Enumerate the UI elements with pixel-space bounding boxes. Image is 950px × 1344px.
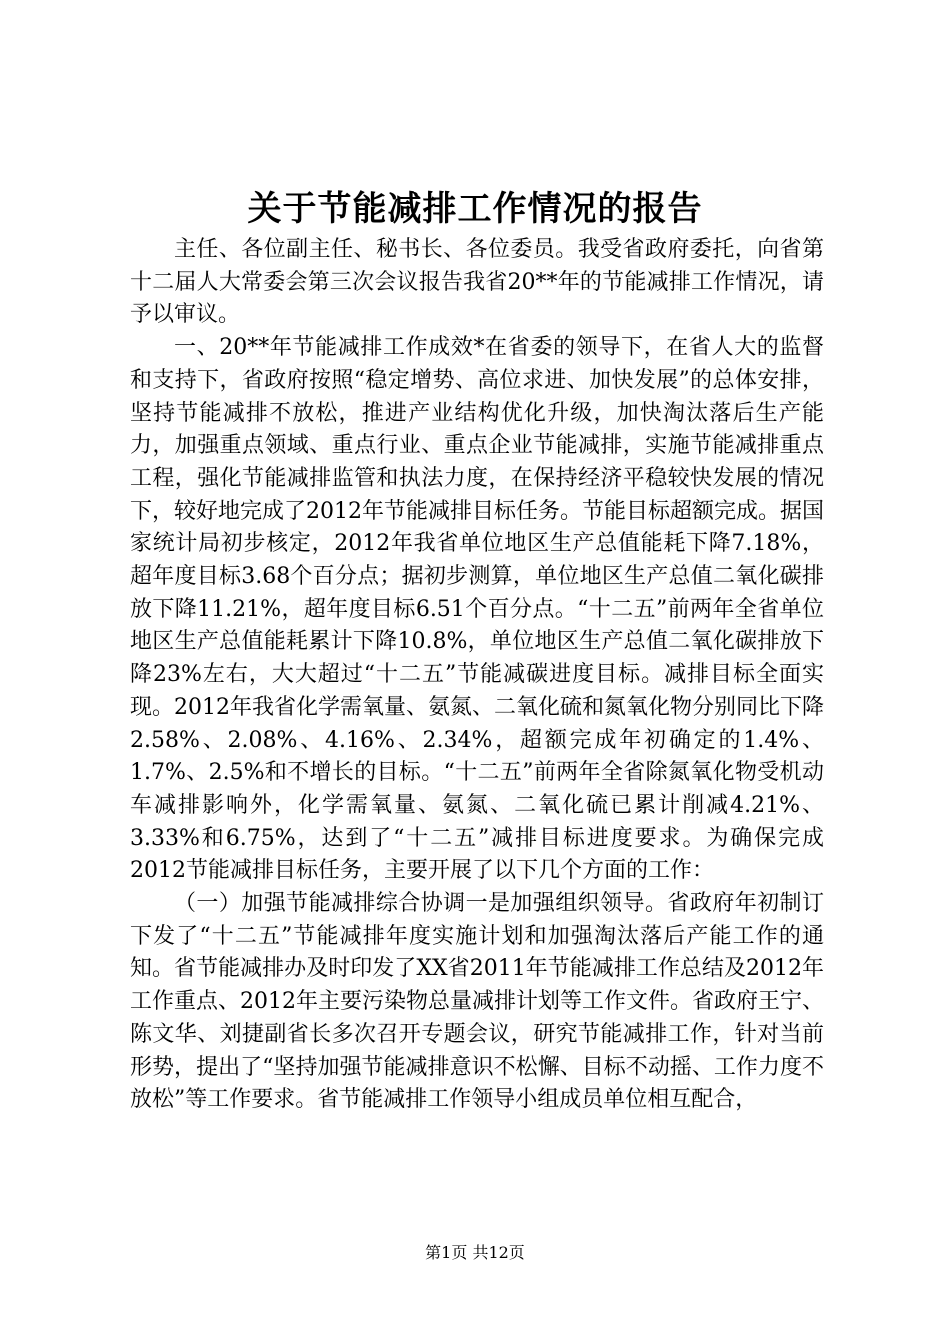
- paragraph-salutation: 主任、各位副主任、秘书长、各位委员。我受省政府委托，向省第十二届人大常委会第三次会议报告我省20**年的节能减排工作情况，请予以审议。: [130, 237, 824, 328]
- paragraph-subsection-one: （一）加强节能减排综合协调一是加强组织领导。省政府年初制订下发了“十二五”节能减排年度实施计划和加强淘汰落后产能工作的通知。省节能减排办及时印发了XX省2011年节能减排工作总结及2012年工作重点、2012年主要污染物总量减排计划等工作文件。省政府王宁、陈文华、刘捷副省长多次召开专题会议，研究节能减排工作，针对当前形势，提出了“坚持加强节能减排意识不松懈、目标不动摇、工作力度不放松”等工作要求。省节能减排工作领导小组成员单位相互配合，: [130, 891, 824, 1113]
- page-number-footer: 第1页 共12页: [425, 1243, 525, 1262]
- paragraph-section-one: 一、20**年节能减排工作成效*在省委的领导下，在省人大的监督和支持下，省政府按照“稳定增势、高位求进、加快发展”的总体安排，坚持节能减排不放松，推进产业结构优化升级，加快淘汰落后生产能力，加强重点领域、重点行业、重点企业节能减排，实施节能减排重点工程，强化节能减排监管和执法力度，在保持经济平稳较快发展的情况下，较好地完成了2012年节能减排目标任务。节能目标超额完成。据国家统计局初步核定，2012年我省单位地区生产总值能耗下降7.18%，超年度目标3.68个百分点；据初步测算，单位地区生产总值二氧化碳排放下降11.21%，超年度目标6.51个百分点。“十二五”前两年全省单位地区生产总值能耗累计下降10.8%，单位地区生产总值二氧化碳排放下降23%左右，大大超过“十二五”节能减碳进度目标。减排目标全面实现。2012年我省化学需氧量、氨氮、二氧化硫和氮氧化物分别同比下降2.58%、2.08%、4.16%、2.34%，超额完成年初确定的1.4%、1.7%、2.5%和不增长的目标。“十二五”前两年全省除氮氧化物受机动车减排影响外，化学需氧量、氨氮、二氧化硫已累计削减4.21%、3.33%和6.75%，达到了“十二五”减排目标进度要求。为确保完成2012节能减排目标任务，主要开展了以下几个方面的工作：: [130, 335, 824, 884]
- document-title: 关于节能减排工作情况的报告: [247, 189, 703, 229]
- document-body: [130, 234, 824, 1117]
